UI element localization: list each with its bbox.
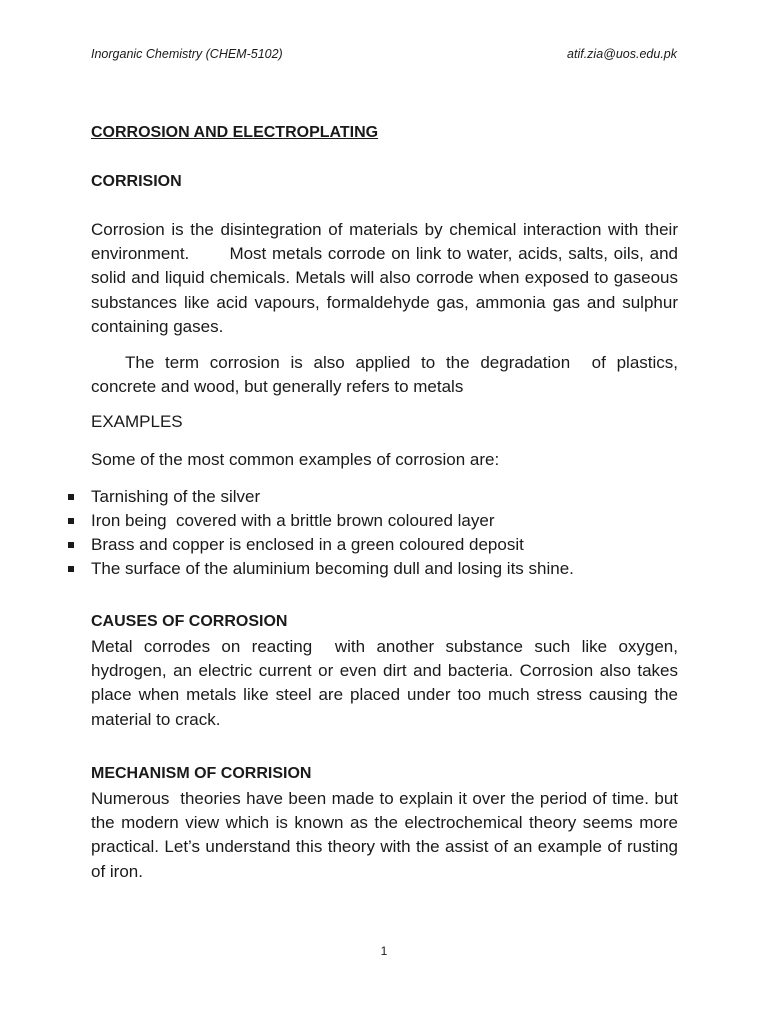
section-heading-causes: CAUSES OF CORROSION [91,613,288,630]
section-heading-mechanism: MECHANISM OF CORRISION [91,765,312,782]
list-item [64,509,574,533]
examples-label: EXAMPLES [91,412,183,431]
square-bullet-icon [68,542,74,548]
page-number: 1 [380,944,388,958]
paragraph-corrosion-definition: Corrosion is the disintegration of materials by chemical interaction with their environment. Most metals corrode on link to water, acids, salts, oils, and solid and liquid chemicals. Metals will also corrode when exposed to gaseous substances like acid vapours, formaldehyde gas, ammonia gas and sulphur containing gases. [91,220,678,336]
document-title: CORROSION AND ELECTROPLATING [91,124,379,141]
list-item-text: Iron being covered with a brittle brown coloured layer [91,511,495,530]
list-item-text: Tarnishing of the silver [91,487,261,506]
square-bullet-icon [68,494,74,500]
header-email: atif.zia@uos.edu.pk [567,47,677,61]
list-item-text: The surface of the aluminium becoming dull and losing its shine. [91,559,574,578]
paragraph-mechanism: Numerous theories have been made to explain it over the period of time. but the modern view which is known as the electrochemical theory seems more practical. Let’s understand this theory with the assist of an example of rusting of iron. [91,789,678,881]
examples-list [64,485,574,581]
list-item [64,485,574,509]
list-item [64,533,574,557]
list-item-text: Brass and copper is enclosed in a green coloured deposit [91,535,524,554]
section-heading-corrision: CORRISION [91,173,182,190]
paragraph-corrosion-term: The term corrosion is also applied to the degradation of plastics, concrete and wood, but generally refers to metals [91,353,678,397]
header-course: Inorganic Chemistry (CHEM-5102) [91,47,283,61]
examples-intro: Some of the most common examples of corrosion are: [91,450,500,469]
list-item [64,557,574,581]
square-bullet-icon [68,518,74,524]
paragraph-causes: Metal corrodes on reacting with another substance such like oxygen, hydrogen, an electric current or even dirt and bacteria. Corrosion also takes place when metals like steel are placed under too much stress causing the material to crack. [91,637,678,729]
square-bullet-icon [68,566,74,572]
